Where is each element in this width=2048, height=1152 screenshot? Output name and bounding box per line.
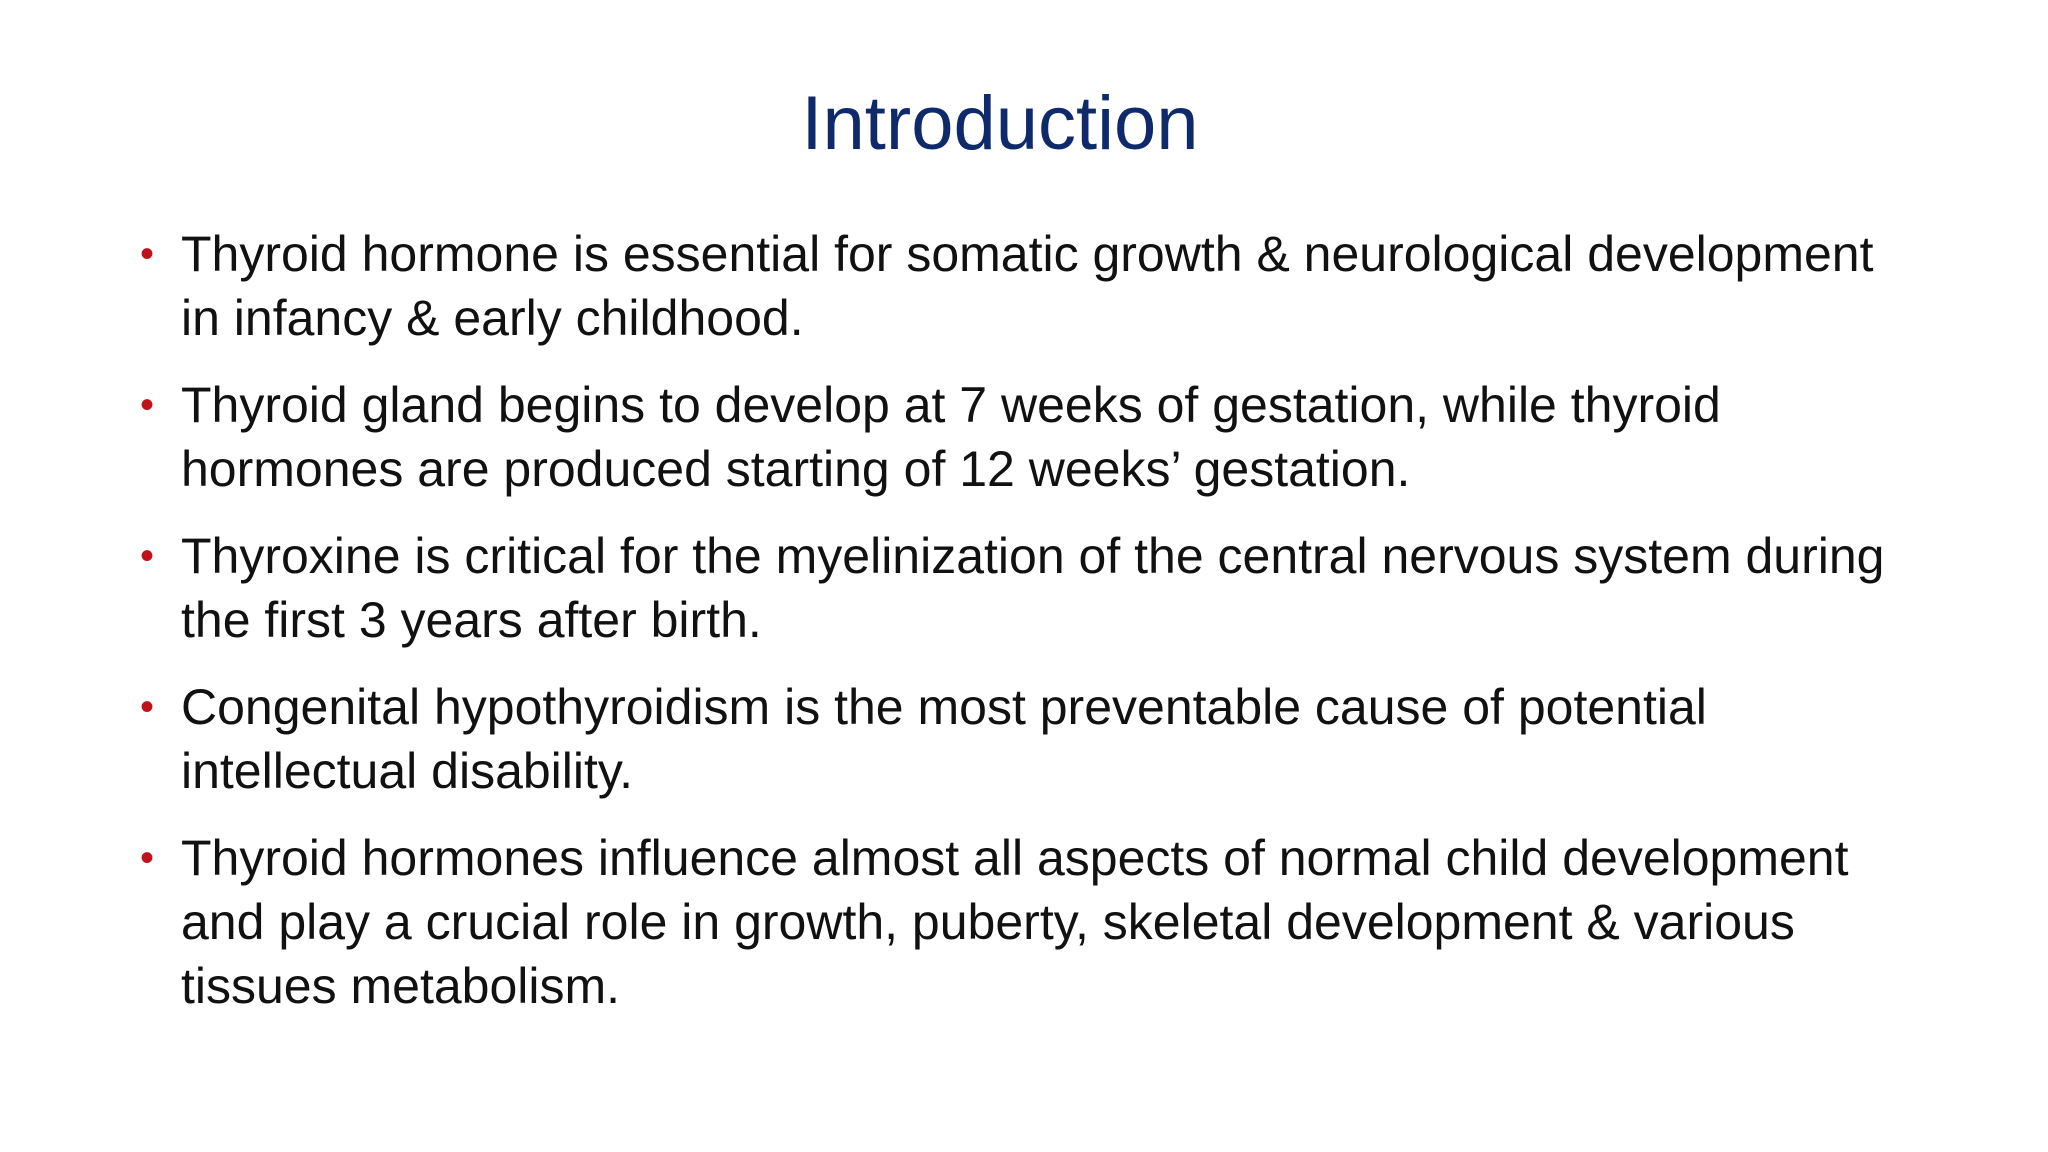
bullet-item — [140, 524, 1920, 652]
bullet-text: Thyroxine is critical for the myelinization of the central nervous system during the first 3 years after birth. — [181, 528, 1885, 648]
bullet-text: Thyroid gland begins to develop at 7 weeks of gestation, while thyroid hormones are produced starting of 12 weeks’ gestation. — [181, 377, 1721, 497]
bullet-dot-icon: • — [140, 383, 155, 427]
bullet-dot-icon: • — [140, 685, 155, 729]
bullet-item — [140, 373, 1920, 501]
bullet-dot-icon: • — [140, 836, 155, 880]
bullet-item — [140, 222, 1920, 350]
bullet-item — [140, 675, 1920, 803]
bullet-dot-icon: • — [140, 232, 155, 276]
bullet-text: Thyroid hormones influence almost all aspects of normal child development and play a crucial role in growth, puberty, skeletal development & various tissues metabolism. — [181, 830, 1849, 1014]
bullet-dot-icon: • — [140, 534, 155, 578]
bullet-text: Thyroid hormone is essential for somatic growth & neurological development in infancy & early childhood. — [181, 226, 1874, 346]
bullet-list — [140, 222, 1920, 1041]
slide-title: Introduction — [801, 81, 1199, 166]
bullet-item — [140, 826, 1920, 1018]
bullet-text: Congenital hypothyroidism is the most preventable cause of potential intellectual disability. — [181, 679, 1707, 799]
